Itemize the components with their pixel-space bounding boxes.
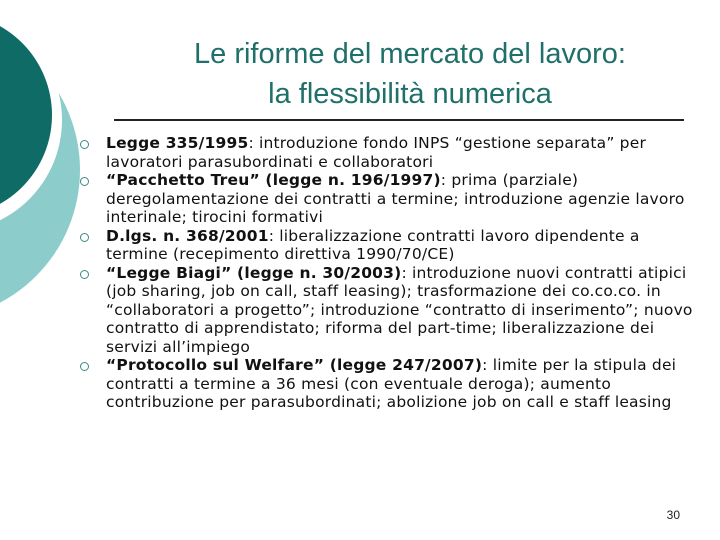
bullet-lead: D.lgs. n. 368/2001: [106, 226, 269, 245]
title-line-2: la flessibilità numerica: [268, 78, 552, 110]
bullet-lead: “Pacchetto Treu” (legge n. 196/1997): [106, 171, 441, 189]
bullet-protocollo-welfare: [78, 356, 698, 412]
bullet-text: : introduzione nuovi contratti atipici (job sharing, job on call, staff leasing); trasformazione dei co.co.co. in “collaboratori a progetto”; introduzione “contratto di inserimento”; nuovo contratto di apprendistato; riforma del part-time; liberalizzazione dei servizi all’impiego: [106, 263, 693, 356]
bullet-legge-biagi: [78, 264, 698, 357]
bullet-lead: “Protocollo sul Welfare” (legge 247/2007): [106, 356, 483, 374]
bullet-lead: Legge 335/1995: [106, 134, 249, 152]
bullet-marker-icon: [80, 270, 89, 279]
bullet-lead: “Legge Biagi” (legge n. 30/2003): [106, 263, 402, 282]
bullet-text: : introduzione fondo INPS “gestione separata” per lavoratori parasubordinati e collaboratori: [106, 134, 647, 171]
slide-title: [110, 34, 710, 114]
title-line-1: Le riforme del mercato del lavoro:: [194, 38, 626, 70]
title-divider: [114, 119, 684, 121]
bullet-text: : prima (parziale) deregolamentazione dei contratti a termine; introduzione agenzie lavoro interinale; tirocini formativi: [106, 171, 685, 226]
bullet-marker-icon: [80, 177, 89, 186]
bullet-legge-335-1995: [78, 134, 698, 171]
bullet-text: : limite per la stipula dei contratti a termine a 36 mesi (con eventuale deroga); aumento contribuzione per parasubordinati; abolizione job on call e staff leasing: [106, 356, 677, 411]
page-number: 30: [666, 508, 680, 522]
bullet-text: : liberalizzazione contratti lavoro dipendente a termine (recepimento direttiva 1990/70/CE): [106, 226, 640, 263]
bullet-list: [78, 134, 698, 412]
bullet-pacchetto-treu: [78, 171, 698, 227]
bullet-marker-icon: [80, 362, 89, 371]
bullet-marker-icon: [80, 233, 89, 242]
bullet-marker-icon: [80, 140, 89, 149]
bullet-dlgs-368-2001: [78, 227, 698, 264]
